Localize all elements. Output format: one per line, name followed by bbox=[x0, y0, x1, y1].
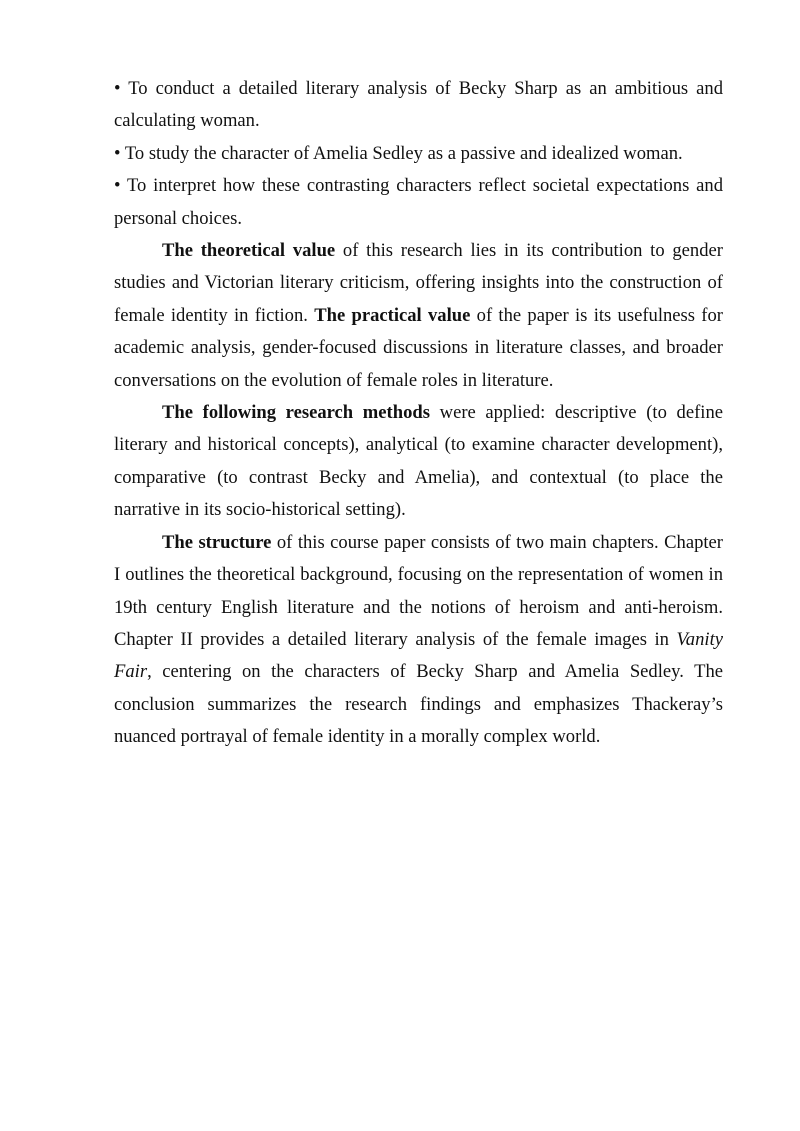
structure-paragraph bbox=[114, 527, 723, 754]
theoretical-value-label: The theoretical value bbox=[162, 240, 336, 262]
objective-bullet-1: • To conduct a detailed literary analysis of Becky Sharp as an ambitious and calculating woman. bbox=[114, 78, 723, 132]
theoretical-value-text: of this research lies in its contribution to gender studies and Victorian literary criticism, offering insights into the construction of female identity in fiction. bbox=[114, 240, 723, 326]
practical-value-label: The practical value bbox=[314, 304, 471, 326]
structure-text-1: of this course paper consists of two main chapters. Chapter I outlines the theoretical background, focusing on the representation of women in 19th century English literature and the notions of heroism and anti-heroism. Chapter II provides a detailed literary analysis of the female images in bbox=[114, 531, 724, 650]
methods-text: were applied: descriptive (to define literary and historical concepts), analytical (to examine character development), comparative (to contrast Becky and Amelia), and contextual (to place the narrative in its socio-historical setting). bbox=[114, 402, 724, 521]
body-text bbox=[114, 73, 723, 754]
value-paragraph bbox=[114, 235, 723, 397]
practical-value-text: of the paper is its usefulness for academic analysis, gender-focused discussions in literature classes, and broader conversations on the evolution of female roles in literature. bbox=[114, 304, 723, 391]
novel-title: Vanity Fair bbox=[114, 628, 723, 683]
methods-label: The following research methods bbox=[162, 402, 430, 424]
structure-label: The structure bbox=[162, 531, 272, 553]
methods-paragraph bbox=[114, 397, 723, 527]
structure-text-2: , centering on the characters of Becky Sharp and Amelia Sedley. The conclusion summarizes the research findings and emphasizes Thackeray’s nuanced portrayal of female identity in a morally complex world. bbox=[114, 661, 723, 748]
objective-bullet-2: • To study the character of Amelia Sedley as a passive and idealized woman. bbox=[114, 142, 683, 164]
objective-bullet-3: • To interpret how these contrasting characters reflect societal expectations and personal choices. bbox=[114, 175, 723, 229]
